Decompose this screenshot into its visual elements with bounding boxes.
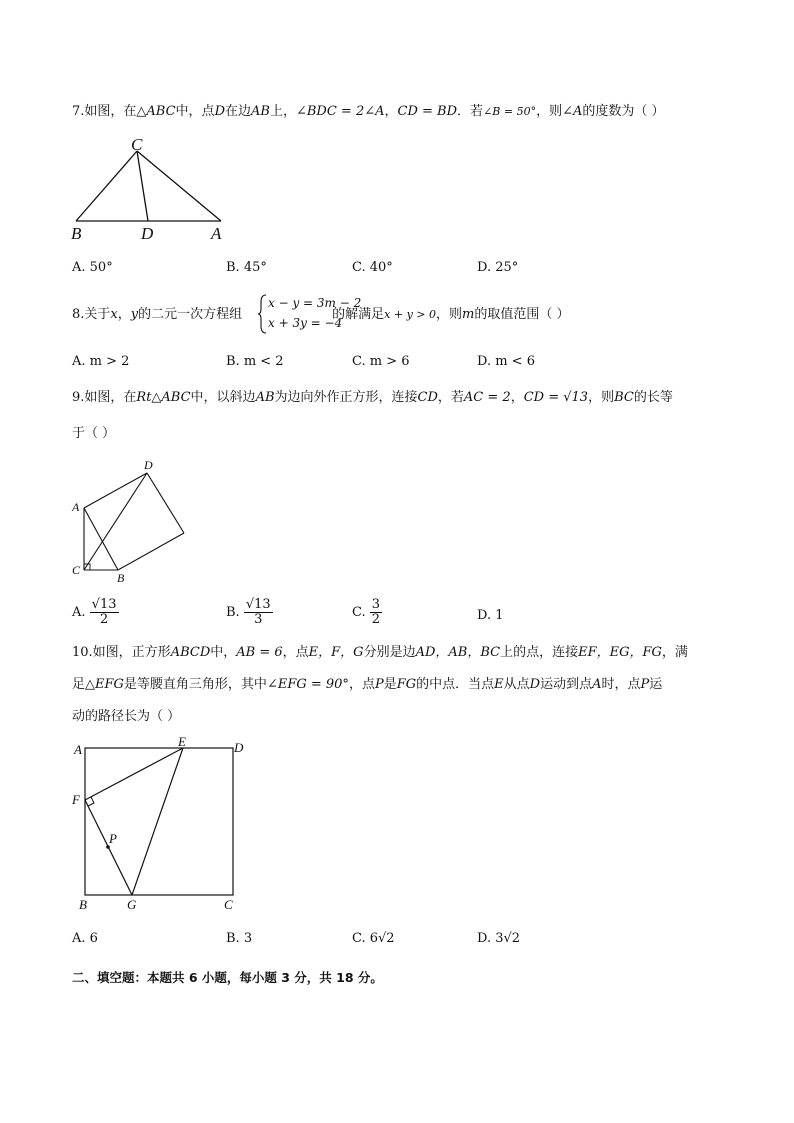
q9-option-c[interactable]: C. $\frac{3}{2}$ [352, 597, 381, 627]
q8-option-c[interactable]: C. m > 6 [352, 354, 410, 369]
q8-brace [258, 294, 268, 334]
q9-label-D: D [144, 458, 153, 472]
q9-option-d[interactable]: D. 1 [477, 608, 504, 623]
q7-label-B: B [71, 224, 82, 243]
section-2-heading: 二、填空题：本题共 6 小题，每小题 3 分，共 18 分。 [72, 970, 383, 985]
q10-option-b[interactable]: B. 3 [226, 931, 253, 946]
question-9-stem-line2: 于（ ） [72, 426, 116, 441]
q9-segment-AD [84, 473, 147, 508]
q7-label-A: A [211, 224, 222, 243]
q9-label-A: A [72, 500, 80, 514]
q10-label-B: B [79, 897, 87, 912]
q8-option-d[interactable]: D. m < 6 [477, 354, 535, 369]
q9-label-C: C [72, 563, 81, 577]
question-10-stem-line3: 动的路径长为（ ） [72, 709, 181, 724]
q10-square-ABCD [85, 748, 233, 895]
q9-option-b[interactable]: B. $\frac{√13}{3}$ [226, 597, 271, 627]
q8-option-a[interactable]: A. m > 2 [72, 354, 130, 369]
q10-square-figure [66, 735, 256, 915]
question-7-stem: 7.如图，在△ABC中，点D在边AB上，∠BDC = 2∠A，CD = BD．若∠B = 50°，则∠A的度数为（ ） [72, 104, 665, 119]
q8-equation-2: x + 3y = −4 [268, 316, 343, 330]
q7-option-d[interactable]: D. 25° [477, 260, 519, 275]
q9-option-a[interactable]: A. $\frac{√13}{2}$ [72, 597, 117, 627]
question-10-stem: 10.如图，正方形ABCD中，AB = 6，点E，F，G分别是边AD，AB，BC上的点，连接EF，EG，FG，满 [72, 645, 688, 660]
q7-option-c[interactable]: C. 40° [352, 260, 393, 275]
question-9-stem: 9.如图，在Rt△ABC中，以斜边AB为边向外作正方形，连接CD，若AC = 2，CD = √13，则BC的长等 [72, 390, 673, 405]
q10-option-d[interactable]: D. 3√2 [477, 931, 521, 946]
q7-triangle-figure [66, 134, 236, 244]
q10-label-D: D [234, 740, 244, 755]
question-10-stem-line2: 足△EFG是等腰直角三角形，其中∠EFG = 90°，点P是FG的中点．当点E从点D运动到点A时，点P运 [72, 677, 663, 692]
q9-segment-DE [147, 473, 184, 533]
q8-equation-1: x − y = 3m − 2 [268, 296, 362, 310]
q7-label-C: C [131, 135, 143, 154]
q10-segment-EG [132, 748, 183, 895]
q9-segment-AB [84, 508, 118, 570]
q8-option-b[interactable]: B. m < 2 [226, 354, 284, 369]
question-8-stem: 8.关于x，y的二元一次方程组 的解满足x + y > 0，则m的取值范围（ ） [72, 307, 570, 322]
q7-option-a[interactable]: A. 50° [72, 260, 113, 275]
q10-label-P: P [109, 831, 117, 846]
q9-segment-CD [84, 473, 147, 570]
q7-option-b[interactable]: B. 45° [226, 260, 267, 275]
q7-segment-CA [137, 151, 221, 221]
q10-option-a[interactable]: A. 6 [72, 931, 98, 946]
q10-label-G: G [127, 897, 137, 912]
q9-segment-EB [118, 533, 184, 570]
q10-label-A: A [74, 742, 82, 757]
q10-label-F: F [72, 792, 80, 807]
q9-label-B: B [117, 571, 125, 585]
q9-square-figure [66, 455, 196, 585]
q10-label-C: C [224, 897, 233, 912]
q7-label-D: D [141, 224, 154, 243]
q10-option-c[interactable]: C. 6√2 [352, 931, 395, 946]
q7-segment-BC [76, 151, 137, 221]
q7-segment-CD [137, 151, 148, 221]
q10-label-E: E [178, 735, 186, 749]
